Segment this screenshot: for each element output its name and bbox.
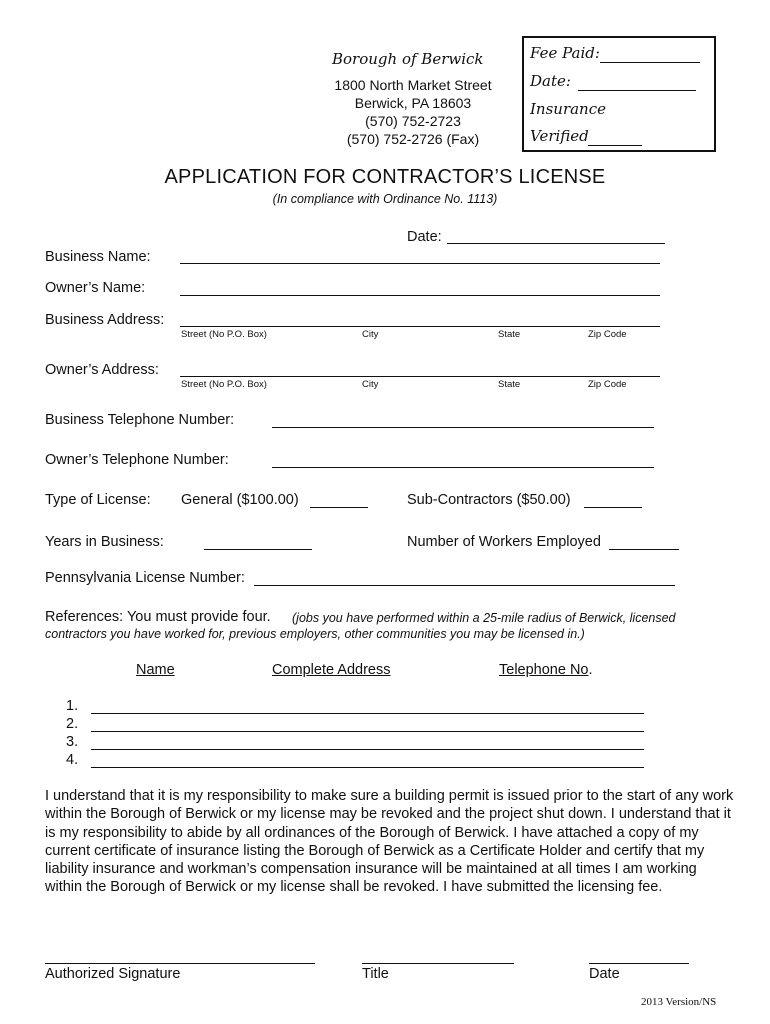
signature-date-line[interactable] (589, 963, 689, 964)
verified-line[interactable] (588, 145, 642, 146)
owners-address-city-caption: City (362, 379, 379, 390)
owners-phone-label: Owner’s Telephone Number: (45, 452, 229, 468)
type-of-license-label: Type of License: (45, 492, 151, 508)
business-phone-label: Business Telephone Number: (45, 412, 235, 428)
business-address-line[interactable] (180, 326, 660, 327)
owners-phone-line[interactable] (272, 467, 654, 468)
reference-line-4[interactable] (91, 767, 644, 768)
col-name-header: Name (136, 662, 175, 678)
col-phone-header: Telephone No. (499, 662, 593, 678)
references-note-line2: contractors you have worked for, previous employers, other communities you may be licensed in.) (45, 627, 585, 641)
subcontractors-license-label: Sub-Contractors ($50.00) (407, 492, 571, 508)
col-address-header: Complete Address (272, 662, 391, 678)
owners-address-line[interactable] (180, 376, 660, 377)
fee-paid-line[interactable] (600, 62, 700, 63)
org-street: 1800 North Market Street (334, 77, 492, 93)
general-license-line[interactable] (310, 507, 368, 508)
org-name: Borough of Berwick (332, 50, 484, 68)
form-title: APPLICATION FOR CONTRACTOR’S LICENSE (164, 166, 606, 188)
date-label: Date: (407, 229, 442, 245)
business-phone-line[interactable] (272, 427, 654, 428)
business-address-state-caption: State (498, 329, 521, 340)
business-address-zip-caption: Zip Code (588, 329, 627, 340)
owners-address-street-caption: Street (No P.O. Box) (181, 379, 267, 390)
years-in-business-label: Years in Business: (45, 534, 164, 550)
reference-number-4: 4. (66, 752, 79, 768)
acknowledgement-statement: I understand that it is my responsibility to make sure a building permit is issued prior to the start of any work within the Borough of Berwick or my license may be revoked and the project shut down. I understand that it is my responsibility to abide by all ordinances of the Borough of Berwick. I have attached a copy of my current certificate of insurance listing the Borough of Berwick as a Certificate Holder and certify that my liability insurance and workman’s compensation insurance will be maintained at all times I am working within the Borough of Berwick or my license shall be revoked. I have submitted the licensing fee. (45, 788, 734, 896)
insurance-label: Insurance (530, 100, 606, 118)
references-note-line1: (jobs you have performed within a 25-mile radius of Berwick, licensed (292, 611, 676, 625)
owners-name-label: Owner’s Name: (45, 280, 146, 296)
form-subtitle: (In compliance with Ordinance No. 1113) (272, 192, 498, 206)
signature-date-label: Date (589, 966, 620, 982)
owners-address-label: Owner’s Address: (45, 362, 159, 378)
org-city-state: Berwick, PA 18603 (354, 95, 472, 111)
num-workers-line[interactable] (609, 549, 679, 550)
reference-line-3[interactable] (91, 749, 644, 750)
date-line[interactable] (447, 243, 665, 244)
business-address-city-caption: City (362, 329, 379, 340)
business-name-line[interactable] (180, 263, 660, 264)
org-fax: (570) 752-2726 (Fax) (346, 131, 480, 147)
reference-number-1: 1. (66, 698, 79, 714)
business-address-label: Business Address: (45, 312, 165, 328)
owners-address-state-caption: State (498, 379, 521, 390)
office-use-box (522, 36, 716, 152)
business-address-street-caption: Street (No P.O. Box) (181, 329, 267, 340)
business-name-label: Business Name: (45, 249, 151, 265)
version-footer: 2013 Version/NS (641, 996, 717, 1008)
num-workers-label: Number of Workers Employed (407, 534, 601, 550)
reference-number-2: 2. (66, 716, 79, 732)
owners-name-line[interactable] (180, 295, 660, 296)
org-phone: (570) 752-2723 (365, 113, 461, 129)
verified-label: Verified (530, 127, 589, 145)
owners-address-zip-caption: Zip Code (588, 379, 627, 390)
reference-line-2[interactable] (91, 731, 644, 732)
signature-line[interactable] (45, 963, 315, 964)
title-line[interactable] (362, 963, 514, 964)
fee-date-label: Date: (530, 72, 571, 90)
pa-license-label: Pennsylvania License Number: (45, 570, 245, 586)
title-label: Title (362, 966, 389, 982)
pa-license-line[interactable] (254, 585, 675, 586)
subcontractors-license-line[interactable] (584, 507, 642, 508)
general-license-label: General ($100.00) (181, 492, 299, 508)
references-lead: References: You must provide four. (45, 609, 271, 625)
fee-paid-label: Fee Paid: (530, 44, 600, 62)
reference-number-3: 3. (66, 734, 79, 750)
reference-line-1[interactable] (91, 713, 644, 714)
years-in-business-line[interactable] (204, 549, 312, 550)
fee-date-line[interactable] (578, 90, 696, 91)
signature-label: Authorized Signature (45, 966, 181, 982)
